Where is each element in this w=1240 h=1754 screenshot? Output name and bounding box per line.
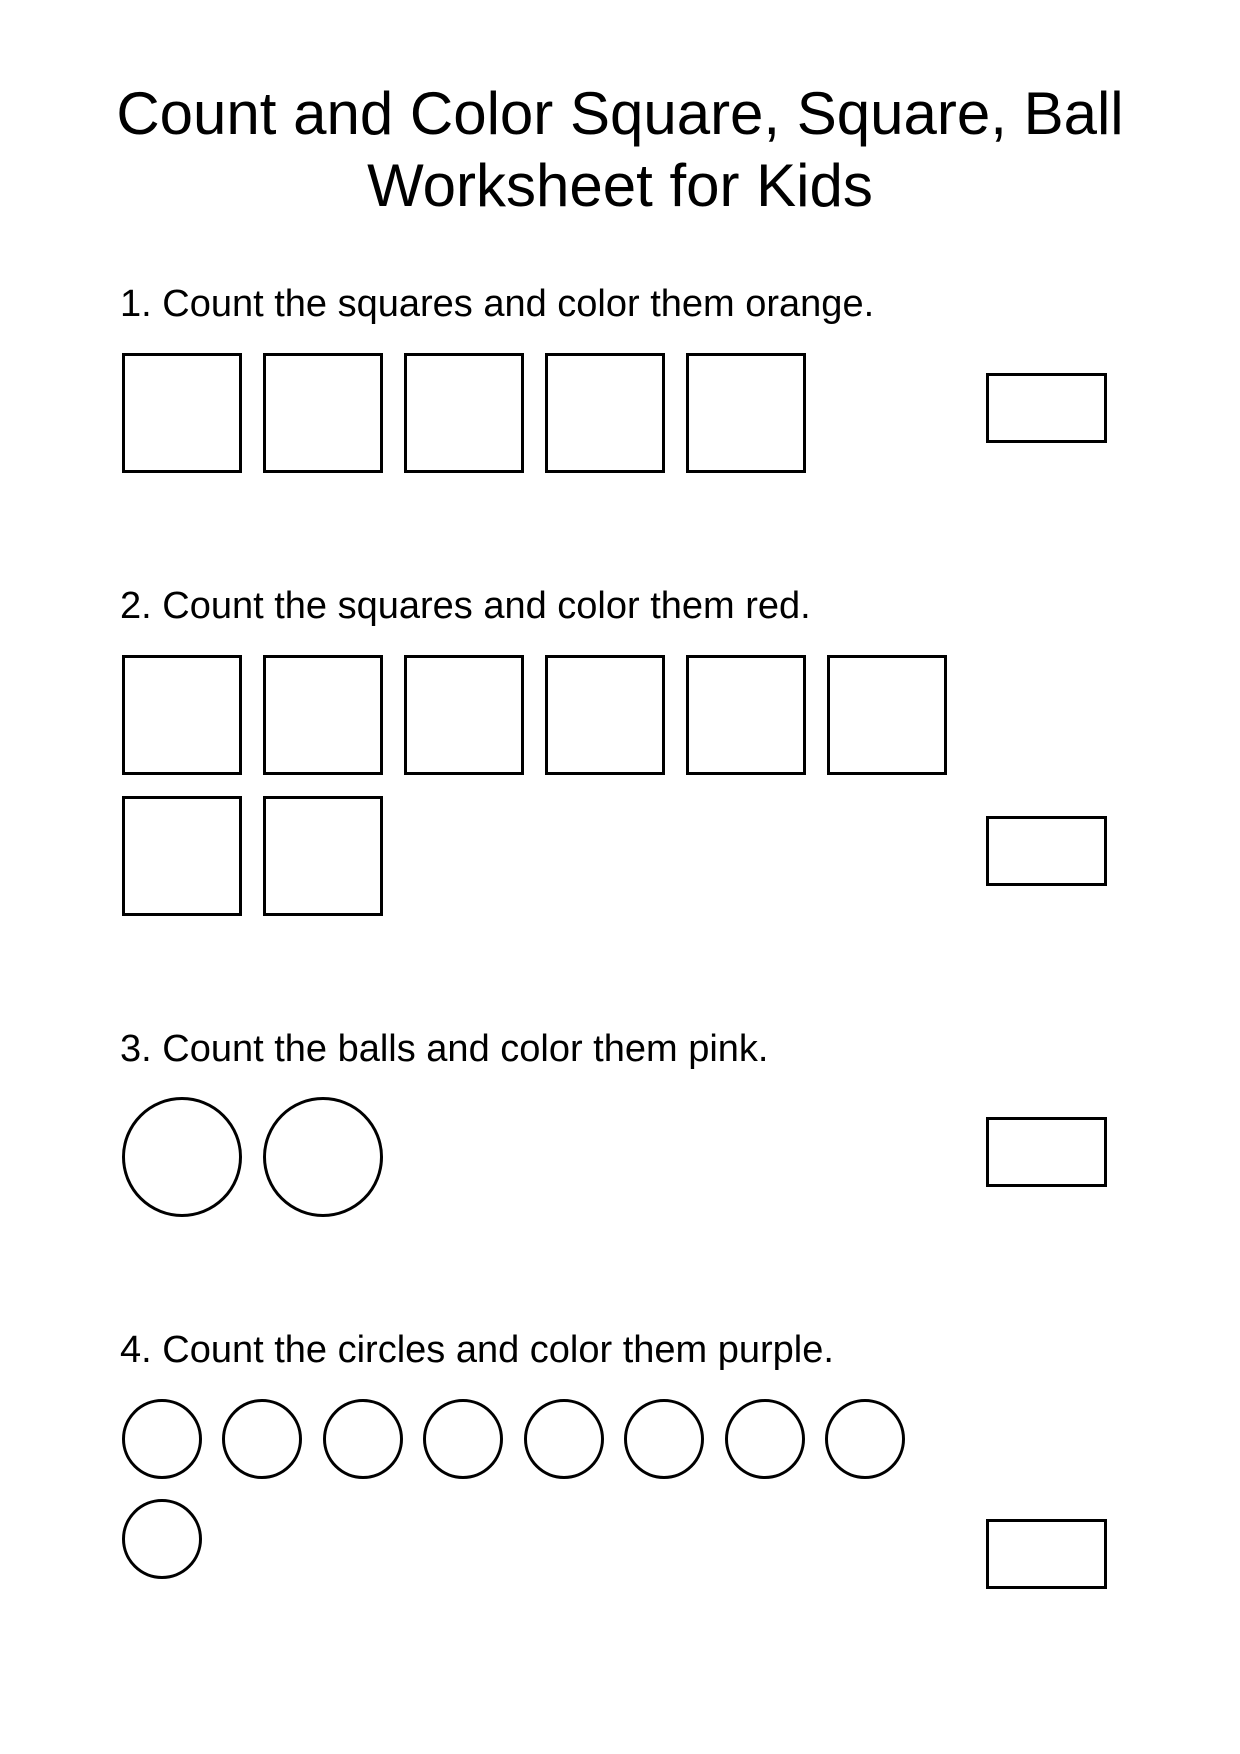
answer-box[interactable] — [986, 373, 1107, 443]
circle-shape[interactable] — [323, 1399, 403, 1479]
question-4-text: 4. Count the circles and color them purple. — [120, 1329, 834, 1371]
question-3-text: 3. Count the balls and color them pink. — [120, 1028, 769, 1070]
circle-shape[interactable] — [725, 1399, 805, 1479]
worksheet-title — [0, 78, 1240, 222]
square-shape[interactable] — [263, 353, 383, 473]
square-shape[interactable] — [122, 353, 242, 473]
circle-shape[interactable] — [524, 1399, 604, 1479]
answer-box[interactable] — [986, 1519, 1107, 1589]
ball-shape[interactable] — [263, 1097, 383, 1217]
title-line-2: Worksheet for Kids — [367, 152, 873, 219]
square-shape[interactable] — [122, 655, 242, 775]
title-line-1: Count and Color Square, Square, Ball — [116, 80, 1124, 147]
square-shape[interactable] — [545, 353, 665, 473]
question-2-text: 2. Count the squares and color them red. — [120, 585, 811, 627]
square-shape[interactable] — [404, 353, 524, 473]
circle-shape[interactable] — [423, 1399, 503, 1479]
square-shape[interactable] — [122, 796, 242, 916]
answer-box[interactable] — [986, 816, 1107, 886]
circle-shape[interactable] — [222, 1399, 302, 1479]
answer-box[interactable] — [986, 1117, 1107, 1187]
square-shape[interactable] — [686, 353, 806, 473]
ball-shape[interactable] — [122, 1097, 242, 1217]
square-shape[interactable] — [686, 655, 806, 775]
square-shape[interactable] — [404, 655, 524, 775]
question-1-text: 1. Count the squares and color them orange. — [120, 283, 875, 325]
circle-shape[interactable] — [624, 1399, 704, 1479]
circle-shape[interactable] — [122, 1499, 202, 1579]
square-shape[interactable] — [263, 655, 383, 775]
circle-shape[interactable] — [122, 1399, 202, 1479]
circle-shape[interactable] — [825, 1399, 905, 1479]
square-shape[interactable] — [827, 655, 947, 775]
square-shape[interactable] — [263, 796, 383, 916]
square-shape[interactable] — [545, 655, 665, 775]
